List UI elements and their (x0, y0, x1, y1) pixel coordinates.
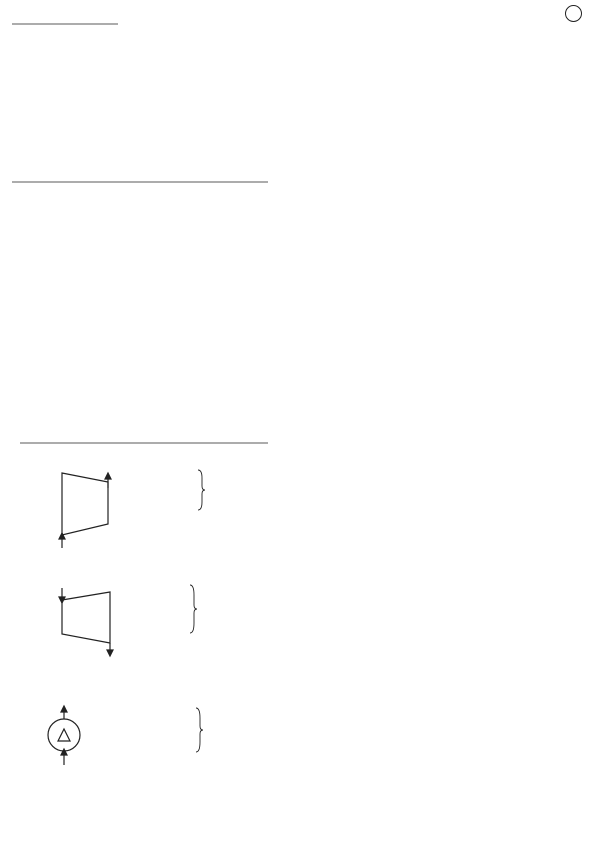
turbine-diagram (59, 588, 113, 656)
pump-diagram (48, 706, 80, 765)
brace-marks (190, 470, 205, 752)
compressor-diagram (59, 473, 111, 548)
